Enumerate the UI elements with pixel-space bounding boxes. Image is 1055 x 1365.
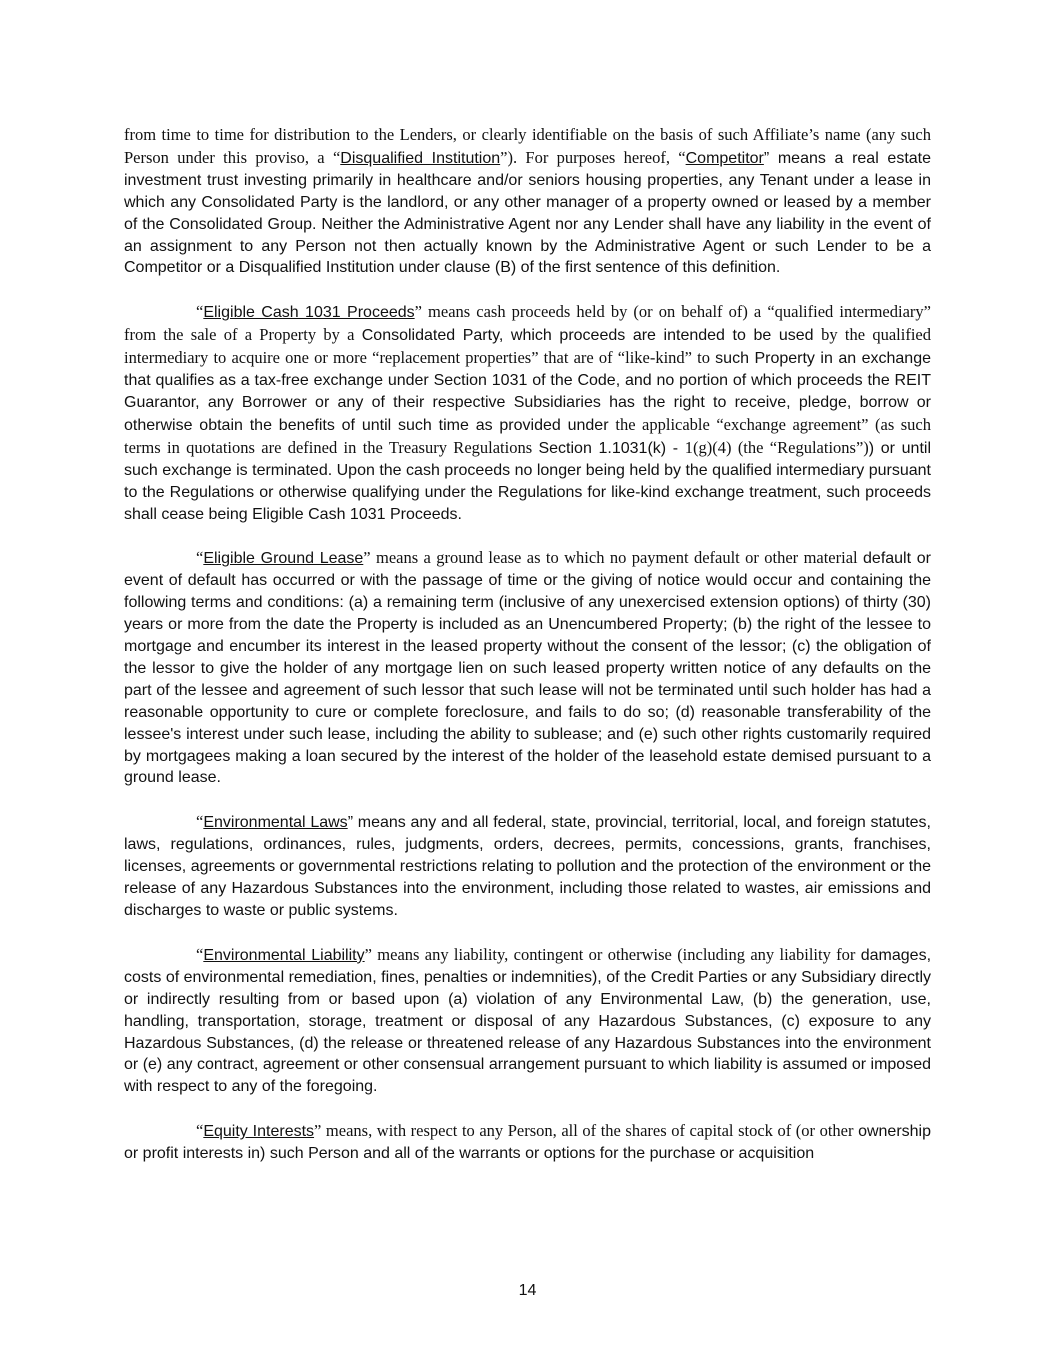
defined-term-eligible-cash-1031-proceeds: Eligible Cash 1031 Proceeds [203,304,415,322]
text: ) or until such exchange is terminated. Upon the cash proceeds no longer being held by the qualified intermediary pursuant to the Regulations or otherwise qualifying under the Regulations for like-kind exchange treatment, such proceeds shall cease being Eligible Cash 1031 Proceeds. [124,439,932,523]
text: Section 1.1031(k) - [538,439,685,457]
defined-term-environmental-laws: Environmental Laws [203,814,348,832]
paragraph-eligible-ground-lease [124,547,931,789]
text: ” means any and all federal, state, provincial, territorial, local, and foreign statutes, laws, regulations, ordinances, rules, judgments, orders, decrees, permits, concessions, grants, franchises, licenses, agreements or governmental restrictions relating to pollution and the protection of the environment or the release of any Hazardous Substances into the environment, including those related to wastes, air emissions and discharges to waste or public systems. [124,814,931,919]
defined-term-environmental-liability: Environmental Liability [203,946,365,964]
paragraph-environmental-laws [124,811,931,922]
text: by the qualified intermediary to acquire one or more “replacement properties” that are of “like-kind” to [124,325,931,368]
text: default or event of default has occurred or with the passage of time or the giving of notice would occur and containing the following terms and conditions: (a) a remaining term (inclusive of any unexercised extension options) of thirty (30) years or more from the date the Property is included as an Unencumbered Property; (b) the right of the lessee to mortgage and encumber its interest in the leased property without the consent of the lessor; (c) the obligation of the lessor to give the holder of any mortgage lien on such leased property written notice of any defaults on the part of the lessee and agreement of such lessor that such lease will not be terminated until such holder has had a reasonable opportunity to cure or complete foreclosure, and fails to do so; (d) reasonable transferability of the lessee's interest under such lease, including the ability to sublease; and (e) such other rights customarily required by mortgagees making a loan secured by the interest of the holder of the leasehold estate demised pursuant to a ground lease. [124,550,931,787]
open-quote: “ [196,1121,204,1141]
paragraph-equity-interests [124,1120,931,1165]
paragraph-competitor-definition [124,124,931,279]
text: ownership or profit interests in) such Person and all of the warrants or options for the purchase or acquisition [124,1123,931,1163]
defined-term-competitor: Competitor [685,149,764,167]
open-quote: “ [196,302,204,322]
text: 1(g)(4) (the “Regulations”) [684,437,869,457]
text: ” means any liability, contingent or otherwise (including any liability for [364,944,861,964]
defined-term-eligible-ground-lease: Eligible Ground Lease [203,550,364,568]
text: ” means a ground lease as to which no payment default or other material [363,548,864,568]
paragraph-environmental-liability [124,944,931,1098]
text: the applicable “exchange agreement” (as such terms in quotations are defined in the Treasury Regulations [124,414,931,457]
text: ” means a real estate investment trust investing primarily in healthcare and/or seniors housing properties, any Tenant under a lease in which any Consolidated Party is the landlord, or any other manager of a property owned or leased by a member of the Consolidated Group. Neither the Administrative Agent nor any Lender shall have any liability in the event of an assignment to any Person not then actually known by the Administrative Agent or such Lender to be a Competitor or a Disqualified Institution under clause (B) of the first sentence of this definition. [124,149,932,277]
text: from time to time for distribution to the Lenders, or clearly identifiable on the basis of such Affiliate’s name (any such Person under this proviso, a “ [124,125,931,167]
page-number: 14 [518,1282,537,1299]
text: damages, costs of environmental remediation, fines, penalties or indemnities), of the Credit Parties or any Subsidiary directly or indirectly resulting from or based upon (a) violation of any Environmental Law, (b) the generation, use, handling, transportation, storage, treatment or disposal of any Hazardous Substances, (c) exposure to any Hazardous Substances, (d) the release or threatened release of any Hazardous Substances into the environment or (e) any contract, agreement or other consensual arrangement pursuant to which liability is assumed or imposed with respect to any of the foregoing. [124,946,932,1096]
defined-term-equity-interests: Equity Interests [203,1123,315,1141]
open-quote: “ [196,944,204,964]
text: ”). For purposes hereof, “ [500,147,686,167]
open-quote: “ [196,548,204,568]
defined-term-disqualified-institution: Disqualified Institution [340,149,501,167]
text: Consolidated Party, which proceeds are intended to be used [361,327,822,345]
paragraph-eligible-cash-1031-proceeds [124,301,931,525]
text: ” means cash proceeds held by (or on behalf of) a “qualified intermediary” from the sale of a Property by a [124,302,931,345]
open-quote: “ [196,812,204,832]
document-body [124,124,931,1187]
text: such Property in an exchange that qualifies as a tax-free exchange under Section 1031 of the Code, and no portion of which proceeds the REIT Guarantor, any Borrower or any of their respective Subsidiaries has the right to receive, pledge, borrow or otherwise obtain the benefits of until such time as provided under [124,350,932,434]
text: ” means, with respect to any Person, all of the shares of capital stock of (or other [314,1121,859,1141]
